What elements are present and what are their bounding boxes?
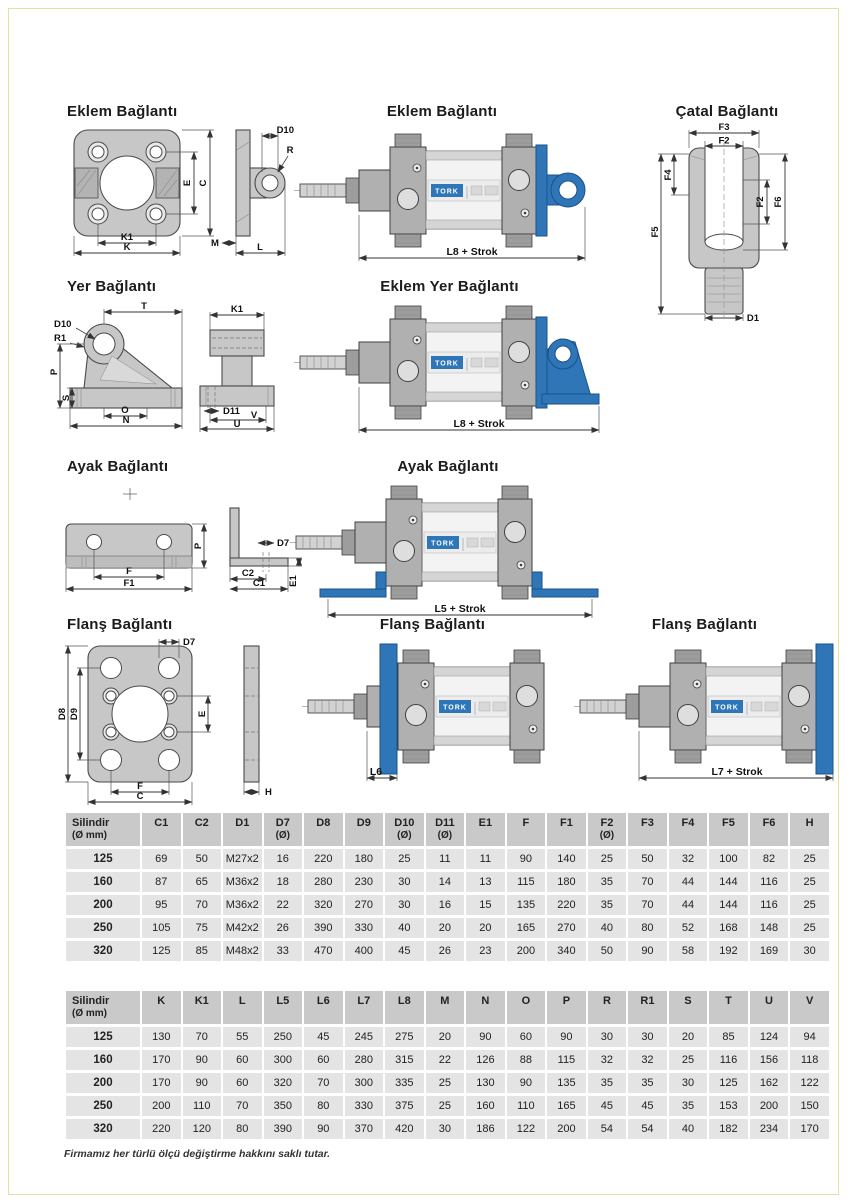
dim-cell: 54	[588, 1119, 627, 1139]
dim-cell: 45	[628, 1096, 667, 1116]
dim-label-c1: C1	[252, 578, 266, 589]
section-title-yer: Yer Bağlantı	[67, 278, 157, 295]
column-header: Silindir (Ø mm)	[66, 991, 140, 1024]
dim-cell: 180	[547, 872, 586, 892]
column-header: F3	[628, 813, 667, 846]
column-header: D10 (Ø)	[385, 813, 424, 846]
column-header: C1	[142, 813, 181, 846]
column-header: S	[669, 991, 708, 1024]
column-header: U	[750, 991, 789, 1024]
dim-label-f5: F5	[650, 226, 661, 238]
dim-cell: 30	[385, 895, 424, 915]
dim-cell: 275	[385, 1027, 424, 1047]
column-header: R1	[628, 991, 667, 1024]
column-header: L	[223, 991, 262, 1024]
dim-label-t: T	[141, 301, 147, 312]
dim-cell: 116	[709, 1050, 748, 1070]
column-header: Silindir (Ø mm)	[66, 813, 140, 846]
dim-cell: 140	[547, 849, 586, 869]
column-header: L7	[345, 991, 384, 1024]
dim-cell: 200	[547, 1119, 586, 1139]
dim-cell: 60	[223, 1073, 262, 1093]
dim-cell: 116	[750, 895, 789, 915]
table-row	[66, 1119, 829, 1139]
dim-cell: 162	[750, 1073, 789, 1093]
dim-cell: 14	[426, 872, 465, 892]
dim-cell: 22	[426, 1050, 465, 1070]
row-label: 125	[66, 1027, 140, 1047]
column-header: E1	[466, 813, 505, 846]
dim-cell: 60	[304, 1050, 343, 1070]
dim-label-d9: D9	[69, 707, 80, 721]
column-header: R	[588, 991, 627, 1024]
dim-cell: 180	[345, 849, 384, 869]
dim-cell: 420	[385, 1119, 424, 1139]
dim-cell: 130	[142, 1027, 181, 1047]
dim-cell: 95	[142, 895, 181, 915]
dim-cell: 116	[750, 872, 789, 892]
dim-cell: 170	[790, 1119, 829, 1139]
dim-cell: 470	[304, 941, 343, 961]
dim-cell: 144	[709, 895, 748, 915]
dim-cell: 35	[588, 872, 627, 892]
dim-cell: 20	[426, 918, 465, 938]
dim-label-e1: E1	[288, 575, 299, 587]
dim-cell: 90	[507, 1073, 546, 1093]
row-label: 250	[66, 1096, 140, 1116]
dim-cell: 58	[669, 941, 708, 961]
dim-cell: 340	[547, 941, 586, 961]
dim-cell: 220	[547, 895, 586, 915]
dim-cell: 370	[345, 1119, 384, 1139]
section-title-eklem-yer: Eklem Yer Bağlantı	[380, 278, 519, 295]
dim-cell: 270	[345, 895, 384, 915]
flans-plate-drawing	[52, 636, 292, 806]
dim-label-d7: D7	[277, 538, 290, 549]
dim-label-p: P	[49, 368, 60, 376]
dim-cell: 192	[709, 941, 748, 961]
dim-cell: 22	[264, 895, 303, 915]
row-label: 200	[66, 895, 140, 915]
dim-cell: 25	[426, 1073, 465, 1093]
dim-cell: 234	[750, 1119, 789, 1139]
dim-cell: 330	[345, 1096, 384, 1116]
column-header: L5	[264, 991, 303, 1024]
dim-cell: 125	[709, 1073, 748, 1093]
dim-cell: 160	[466, 1096, 505, 1116]
dim-cell: M36x2	[223, 895, 262, 915]
dim-cell: 35	[628, 1073, 667, 1093]
dim-cell: 32	[588, 1050, 627, 1070]
column-header: T	[709, 991, 748, 1024]
dim-cell: 280	[345, 1050, 384, 1070]
dim-cell: 330	[345, 918, 384, 938]
dim-cell: 70	[628, 872, 667, 892]
dim-cell: 186	[466, 1119, 505, 1139]
dim-label-s: S	[61, 394, 72, 402]
stroke-dim-label: L6	[369, 766, 383, 778]
section-title-flans-rear: Flanş Bağlantı	[651, 616, 758, 633]
column-header: L8	[385, 991, 424, 1024]
column-header: D8	[304, 813, 343, 846]
dim-cell: 169	[750, 941, 789, 961]
dimension-table-1	[64, 810, 831, 964]
dim-cell: 55	[223, 1027, 262, 1047]
dim-cell: 80	[223, 1119, 262, 1139]
dim-cell: 375	[385, 1096, 424, 1116]
dim-cell: M42x2	[223, 918, 262, 938]
table-row	[66, 849, 829, 869]
dim-cell: 15	[466, 895, 505, 915]
dim-cell: 85	[183, 941, 222, 961]
dim-cell: 16	[426, 895, 465, 915]
eklem-yer-cylinder-drawing	[292, 292, 607, 440]
dim-cell: 130	[466, 1073, 505, 1093]
section-title-ayak-left: Ayak Bağlantı	[67, 458, 169, 475]
row-label: 200	[66, 1073, 140, 1093]
dim-label-m: M	[211, 238, 219, 249]
dim-cell: 25	[790, 895, 829, 915]
stroke-dim-label: L5 + Strok	[434, 603, 486, 615]
dim-cell: 30	[790, 941, 829, 961]
dim-label-f2-right: F2	[755, 196, 766, 208]
dim-cell: M48x2	[223, 941, 262, 961]
dim-cell: 35	[669, 1096, 708, 1116]
dim-cell: 20	[426, 1027, 465, 1047]
dim-cell: 52	[669, 918, 708, 938]
dim-label-d10: D10	[276, 125, 294, 136]
column-header: N	[466, 991, 505, 1024]
dim-cell: 110	[183, 1096, 222, 1116]
dim-label-c: C	[136, 791, 144, 802]
column-header: D11 (Ø)	[426, 813, 465, 846]
dim-cell: 40	[588, 918, 627, 938]
flans-rear-cylinder-drawing	[572, 636, 837, 788]
dim-cell: 70	[183, 895, 222, 915]
dim-cell: 280	[304, 872, 343, 892]
dim-cell: 170	[142, 1050, 181, 1070]
dim-cell: 11	[426, 849, 465, 869]
dim-label-r1: R1	[54, 333, 67, 344]
dim-cell: 135	[507, 895, 546, 915]
dim-cell: 65	[183, 872, 222, 892]
dim-label-e: E	[197, 710, 208, 718]
section-title-catal: Çatal Bağlantı	[675, 103, 779, 120]
dim-cell: 90	[547, 1027, 586, 1047]
dim-cell: 90	[466, 1027, 505, 1047]
dim-cell: 182	[709, 1119, 748, 1139]
footer-note: Firmamız her türlü ölçü değiştirme hakkını saklı tutar.	[64, 1148, 331, 1160]
ayak-foot-drawing	[52, 482, 307, 600]
column-header: F2 (Ø)	[588, 813, 627, 846]
table-row	[66, 1096, 829, 1116]
dim-cell: 100	[709, 849, 748, 869]
dim-cell: 115	[547, 1050, 586, 1070]
dim-cell: 300	[264, 1050, 303, 1070]
dim-cell: 120	[183, 1119, 222, 1139]
dim-cell: 35	[588, 895, 627, 915]
dim-cell: 25	[790, 918, 829, 938]
table-row	[66, 872, 829, 892]
dim-cell: 25	[385, 849, 424, 869]
column-header: M	[426, 991, 465, 1024]
dim-label-l: L	[257, 242, 263, 253]
dim-cell: 80	[628, 918, 667, 938]
dim-cell: 45	[304, 1027, 343, 1047]
dim-cell: 20	[669, 1027, 708, 1047]
stroke-dim-label: L7 + Strok	[711, 766, 763, 778]
dim-cell: 115	[507, 872, 546, 892]
stroke-dim-label: L8 + Strok	[446, 246, 498, 258]
dim-cell: 110	[507, 1096, 546, 1116]
table-row	[66, 1050, 829, 1070]
dim-cell: 350	[264, 1096, 303, 1116]
dim-cell: 60	[507, 1027, 546, 1047]
section-title-eklem-front: Eklem Bağlantı	[67, 103, 178, 120]
dim-label-k: K	[123, 242, 131, 253]
dim-label-v: V	[250, 410, 258, 421]
catal-fork-drawing	[637, 120, 817, 325]
eklem-front-drawing	[58, 122, 296, 260]
dim-cell: 70	[183, 1027, 222, 1047]
dim-cell: 33	[264, 941, 303, 961]
dim-cell: 144	[709, 872, 748, 892]
table-row	[66, 1027, 829, 1047]
dim-cell: 18	[264, 872, 303, 892]
dim-cell: 165	[507, 918, 546, 938]
dim-label-d11: D11	[223, 406, 240, 417]
dim-label-f2-top: F2	[718, 135, 730, 147]
dim-cell: 315	[385, 1050, 424, 1070]
dim-cell: 54	[628, 1119, 667, 1139]
ayak-cylinder-drawing	[288, 472, 608, 624]
dim-label-f: F	[137, 781, 143, 792]
dim-cell: 170	[142, 1073, 181, 1093]
column-header: D7 (Ø)	[264, 813, 303, 846]
column-header: F5	[709, 813, 748, 846]
dim-cell: 390	[264, 1119, 303, 1139]
column-header: C2	[183, 813, 222, 846]
dim-cell: 124	[750, 1027, 789, 1047]
row-label: 160	[66, 1050, 140, 1070]
dim-cell: 90	[507, 849, 546, 869]
column-header: O	[507, 991, 546, 1024]
column-header: P	[547, 991, 586, 1024]
dim-cell: 230	[345, 872, 384, 892]
eklem-cylinder-drawing	[292, 120, 592, 268]
stroke-dim-label: L8 + Strok	[453, 418, 505, 430]
dim-cell: 153	[709, 1096, 748, 1116]
dim-cell: 88	[507, 1050, 546, 1070]
dim-cell: 335	[385, 1073, 424, 1093]
dim-label-c2: C2	[241, 568, 255, 579]
dim-cell: 70	[628, 895, 667, 915]
dim-label-e: E	[182, 179, 193, 187]
dim-cell: 25	[588, 849, 627, 869]
dim-cell: 44	[669, 872, 708, 892]
dim-cell: 118	[790, 1050, 829, 1070]
section-title-eklem-cyl: Eklem Bağlantı	[386, 103, 498, 120]
dim-label-n: N	[122, 415, 130, 426]
dim-cell: 30	[669, 1073, 708, 1093]
row-label: 160	[66, 872, 140, 892]
dim-cell: 126	[466, 1050, 505, 1070]
dim-cell: 30	[628, 1027, 667, 1047]
dim-cell: 90	[628, 941, 667, 961]
dim-cell: 165	[547, 1096, 586, 1116]
dim-label-k1: K1	[120, 232, 134, 243]
dim-label-k1: K1	[230, 304, 244, 315]
column-header: D1	[223, 813, 262, 846]
dim-cell: 20	[466, 918, 505, 938]
dim-cell: 69	[142, 849, 181, 869]
row-label: 320	[66, 1119, 140, 1139]
dim-cell: 90	[183, 1050, 222, 1070]
dim-label-d8: D8	[57, 707, 68, 721]
dim-cell: 105	[142, 918, 181, 938]
dim-cell: 200	[142, 1096, 181, 1116]
dim-cell: 70	[223, 1096, 262, 1116]
flans-front-cylinder-drawing	[300, 636, 565, 788]
dim-label-d7: D7	[183, 637, 196, 648]
table-row	[66, 1073, 829, 1093]
dim-cell: 30	[385, 872, 424, 892]
row-label: 250	[66, 918, 140, 938]
dim-cell: 94	[790, 1027, 829, 1047]
dim-cell: 125	[142, 941, 181, 961]
dim-cell: 30	[426, 1119, 465, 1139]
table-row	[66, 895, 829, 915]
dim-label-f1: F1	[123, 578, 135, 589]
dim-label-f3: F3	[718, 122, 730, 133]
dim-cell: 220	[304, 849, 343, 869]
dim-label-r: R	[286, 145, 294, 156]
dim-cell: 87	[142, 872, 181, 892]
dim-cell: 320	[264, 1073, 303, 1093]
dim-cell: 25	[790, 849, 829, 869]
section-title-flans-front: Flanş Bağlantı	[379, 616, 486, 633]
column-header: F	[507, 813, 546, 846]
dim-label-h: H	[265, 787, 272, 798]
dim-cell: 40	[669, 1119, 708, 1139]
dim-label-f4: F4	[663, 169, 674, 181]
dim-cell: 200	[750, 1096, 789, 1116]
dim-cell: 200	[507, 941, 546, 961]
dim-cell: 150	[790, 1096, 829, 1116]
dim-label-u: U	[233, 419, 241, 430]
dim-label-f6: F6	[773, 196, 784, 208]
dim-cell: 23	[466, 941, 505, 961]
dim-cell: 16	[264, 849, 303, 869]
dim-cell: 35	[588, 1073, 627, 1093]
column-header: V	[790, 991, 829, 1024]
dim-cell: 245	[345, 1027, 384, 1047]
section-title-ayak-cyl: Ayak Bağlantı	[397, 458, 499, 475]
dim-label-d10: D10	[54, 319, 72, 330]
dim-cell: 82	[750, 849, 789, 869]
yer-bracket-drawing	[49, 300, 292, 432]
dimension-table-2	[64, 988, 831, 1142]
dim-label-f: F	[126, 566, 132, 577]
dim-cell: 60	[223, 1050, 262, 1070]
dim-cell: 156	[750, 1050, 789, 1070]
dim-label-c: C	[198, 179, 209, 187]
row-label: 320	[66, 941, 140, 961]
dim-cell: 148	[750, 918, 789, 938]
column-header: F6	[750, 813, 789, 846]
dim-cell: 25	[790, 872, 829, 892]
dim-cell: 300	[345, 1073, 384, 1093]
dim-label-d1: D1	[746, 313, 760, 324]
dim-cell: 50	[588, 941, 627, 961]
dim-cell: 25	[426, 1096, 465, 1116]
dim-cell: 320	[304, 895, 343, 915]
dim-cell: 26	[426, 941, 465, 961]
column-header: L6	[304, 991, 343, 1024]
row-label: 125	[66, 849, 140, 869]
dim-cell: 32	[669, 849, 708, 869]
dim-cell: 50	[183, 849, 222, 869]
dim-cell: 168	[709, 918, 748, 938]
table-row	[66, 918, 829, 938]
table-row	[66, 941, 829, 961]
dim-cell: 45	[385, 941, 424, 961]
dim-cell: 45	[588, 1096, 627, 1116]
dim-cell: 80	[304, 1096, 343, 1116]
dim-cell: 400	[345, 941, 384, 961]
dim-cell: 135	[547, 1073, 586, 1093]
dim-cell: 13	[466, 872, 505, 892]
dim-cell: 220	[142, 1119, 181, 1139]
dim-cell: 250	[264, 1027, 303, 1047]
dim-cell: 50	[628, 849, 667, 869]
column-header: K1	[183, 991, 222, 1024]
dim-cell: 44	[669, 895, 708, 915]
column-header: H	[790, 813, 829, 846]
column-header: F1	[547, 813, 586, 846]
column-header: D9	[345, 813, 384, 846]
dim-cell: M27x2	[223, 849, 262, 869]
dim-cell: 90	[304, 1119, 343, 1139]
dim-cell: 70	[304, 1073, 343, 1093]
dim-cell: 85	[709, 1027, 748, 1047]
dim-cell: 122	[507, 1119, 546, 1139]
dim-cell: 32	[628, 1050, 667, 1070]
dim-cell: 40	[385, 918, 424, 938]
column-header: K	[142, 991, 181, 1024]
dim-cell: 75	[183, 918, 222, 938]
dim-cell: 11	[466, 849, 505, 869]
dim-label-o: O	[121, 405, 129, 416]
dim-cell: M36x2	[223, 872, 262, 892]
dim-cell: 90	[183, 1073, 222, 1093]
column-header: F4	[669, 813, 708, 846]
section-title-flans-left: Flanş Bağlantı	[67, 616, 173, 633]
dim-label-p: P	[193, 542, 204, 550]
dim-cell: 26	[264, 918, 303, 938]
dim-cell: 390	[304, 918, 343, 938]
dim-cell: 30	[588, 1027, 627, 1047]
dim-cell: 25	[669, 1050, 708, 1070]
dim-cell: 122	[790, 1073, 829, 1093]
dim-cell: 270	[547, 918, 586, 938]
